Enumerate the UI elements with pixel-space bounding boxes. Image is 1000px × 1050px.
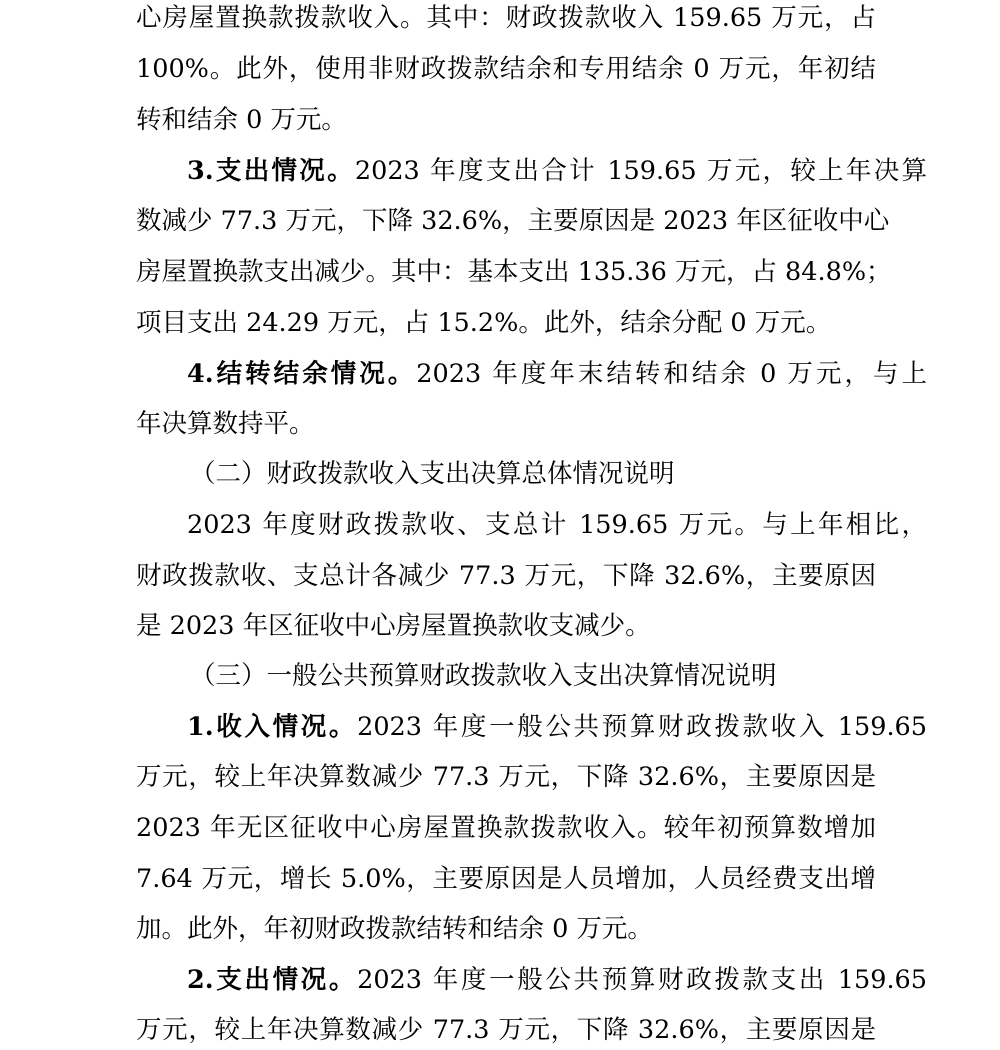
text-line: 房屋置换款支出减少。其中：基本支出 135.36 万元，占 84.8%； [136,257,892,287]
section-heading: 4.结转结余情况。 [187,359,417,389]
text-line: 万元，较上年决算数减少 77.3 万元，下降 32.6%，主要原因是 [136,762,876,792]
text-line: 年决算数持平。 [136,409,315,439]
text-line: 加。此外，年初财政拨款结转和结余 0 万元。 [136,914,653,944]
paragraph-text: 2023 年度年末结转和结余 0 万元，与上 [416,359,928,389]
section-heading: 3.支出情况。 [187,156,355,186]
text-line: 2023 年无区征收中心房屋置换款拨款收入。较年初预算数增加 [136,813,876,843]
text-line: 100%。此外，使用非财政拨款结余和专用结余 0 万元，年初结 [136,54,876,84]
text-line: 数减少 77.3 万元，下降 32.6%，主要原因是 2023 年区征收中心 [136,206,890,236]
paragraph-line [187,960,927,1000]
text-line: 万元，较上年决算数减少 77.3 万元，下降 32.6%，主要原因是 [136,1015,876,1045]
paragraph-text: 2023 年度一般公共预算财政拨款收入 159.65 [357,712,927,742]
subsection-heading: （三）一般公共预算财政拨款收入支出决算情况说明 [190,661,777,691]
text-line: 项目支出 24.29 万元，占 15.2%。此外，结余分配 0 万元。 [136,308,832,338]
section-heading: 2.支出情况。 [187,965,358,995]
text-line: 财政拨款收、支总计各减少 77.3 万元，下降 32.6%，主要原因 [136,561,876,591]
paragraph-text: 2023 年度支出合计 159.65 万元，较上年决算 [354,156,927,186]
paragraph-line [187,707,927,747]
paragraph-line [187,151,927,191]
section-heading: 1.收入情况。 [187,712,358,742]
text-line: 转和结余 0 万元。 [136,105,347,135]
text-line: 是 2023 年区征收中心房屋置换款收支减少。 [136,611,651,641]
paragraph-text: 2023 年度一般公共预算财政拨款支出 159.65 [357,965,927,995]
subsection-heading: （二）财政拨款收入支出决算总体情况说明 [190,459,675,489]
text-line: 心房屋置换款拨款收入。其中：财政拨款收入 159.65 万元，占 [136,3,876,33]
text-line: 2023 年度财政拨款收、支总计 159.65 万元。与上年相比， [187,510,927,540]
text-line: 7.64 万元，增长 5.0%，主要原因是人员增加，人员经费支出增 [136,864,876,894]
paragraph-line [187,354,927,394]
